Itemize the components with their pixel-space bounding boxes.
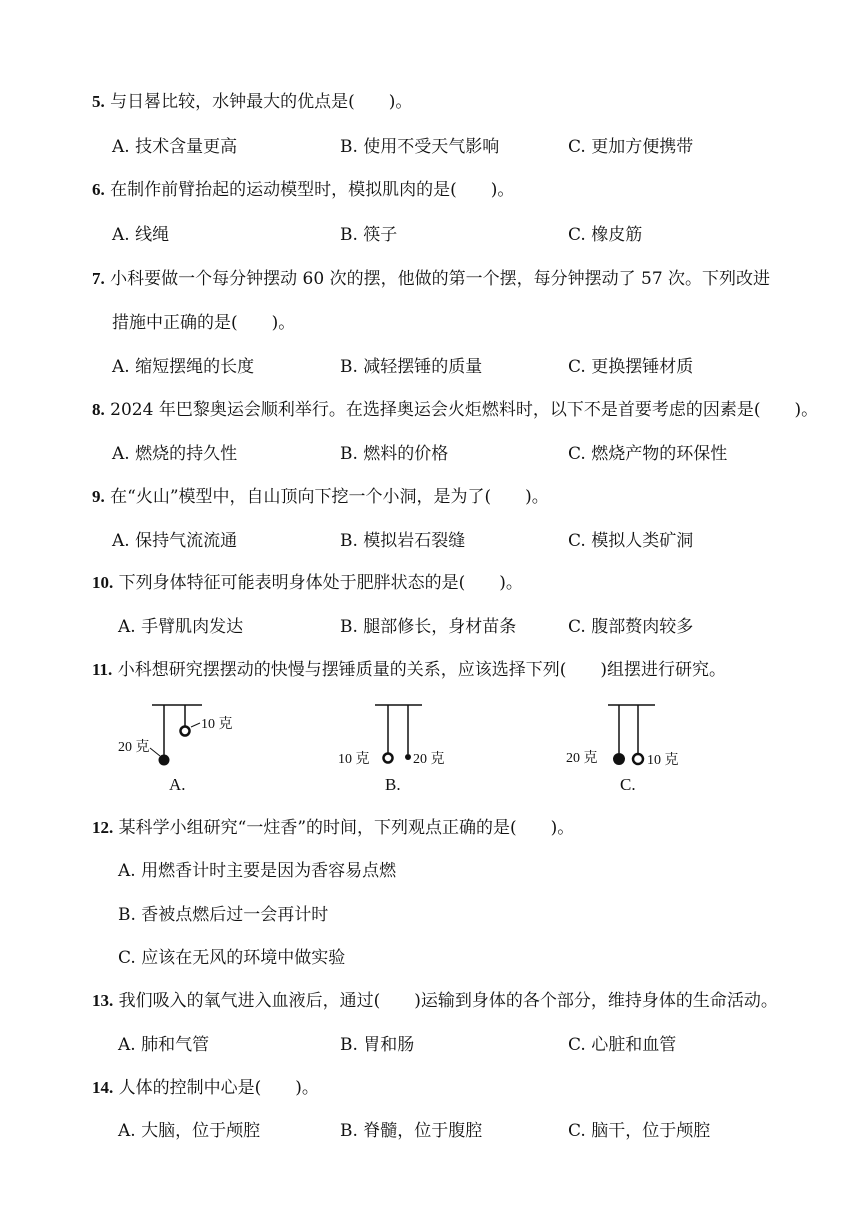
question-number: 10. xyxy=(92,573,114,592)
option-b: B. 使用不受天气影响 xyxy=(340,137,500,157)
option-b: B. 脊髓，位于腹腔 xyxy=(340,1121,483,1141)
question-7 xyxy=(92,268,770,290)
question-text: 我们吸入的氧气进入血液后，通过( )运输到身体的各个部分，维持身体的生命活动。 xyxy=(118,991,778,1011)
question-6 xyxy=(92,179,514,201)
option-a: A. 技术含量更高 xyxy=(112,137,238,157)
option-b: B. 腿部修长，身材苗条 xyxy=(340,617,517,637)
option-a: A. 用燃香计时主要是因为香容易点燃 xyxy=(118,861,397,881)
option-c: C. 应该在无风的环境中做实验 xyxy=(118,948,346,968)
question-number: 6. xyxy=(92,180,105,199)
question-14 xyxy=(92,1077,319,1099)
option-c: C. 心脏和血管 xyxy=(568,1035,677,1055)
question-number: 5. xyxy=(92,92,105,111)
mass-label: 20 克 xyxy=(413,752,445,767)
pendulum-bob-heavy xyxy=(613,753,625,765)
question-8 xyxy=(92,399,818,421)
mass-label: 10 克 xyxy=(338,752,370,767)
question-text: 在制作前臂抬起的运动模型时，模拟肌肉的是( )。 xyxy=(110,180,515,200)
question-11 xyxy=(92,659,726,681)
option-b: B. 减轻摆锤的质量 xyxy=(340,357,483,377)
option-a: A. 肺和气管 xyxy=(118,1035,210,1055)
option-a: A. 手臂肌肉发达 xyxy=(118,617,244,637)
figure-label: B. xyxy=(385,775,401,794)
option-c: C. 脑干，位于颅腔 xyxy=(568,1121,711,1141)
pendulum-bob-small xyxy=(405,754,411,760)
question-12 xyxy=(92,817,574,839)
option-c: C. 更加方便携带 xyxy=(568,137,694,157)
question-number: 7. xyxy=(92,269,105,288)
figure-label: C. xyxy=(620,775,636,794)
question-10 xyxy=(92,572,523,594)
question-text: 小科想研究摆摆动的快慢与摆锤质量的关系，应该选择下列( )组摆进行研究。 xyxy=(117,660,726,680)
option-b: B. 燃料的价格 xyxy=(340,444,449,464)
option-a: A. 大脑，位于颅腔 xyxy=(118,1121,261,1141)
option-a: A. 缩短摆绳的长度 xyxy=(112,357,255,377)
pendulum-bob-light xyxy=(633,754,643,764)
option-c: C. 橡皮筋 xyxy=(568,225,643,245)
pendulum-figure-b xyxy=(330,700,470,800)
question-7-continued: 措施中正确的是( )。 xyxy=(112,313,296,333)
option-c: C. 更换摆锤材质 xyxy=(568,357,694,377)
question-text: 2024 年巴黎奥运会顺利举行。在选择奥运会火炬燃料时，以下不是首要考虑的因素是( )。 xyxy=(110,400,819,420)
option-c: C. 腹部赘肉较多 xyxy=(568,617,694,637)
question-text: 与日晷比较，水钟最大的优点是( )。 xyxy=(110,92,413,112)
question-text: 小科要做一个每分钟摆动 60 次的摆，他做的第一个摆，每分钟摆动了 57 次。下列改进 xyxy=(110,269,771,289)
mass-label: 20 克 xyxy=(566,751,598,766)
mass-label: 20 克 xyxy=(118,740,150,755)
leader-line xyxy=(191,723,200,727)
option-a: A. 线绳 xyxy=(112,225,170,245)
leader-line xyxy=(150,748,160,756)
pendulum-bob-light xyxy=(181,727,190,736)
pendulum-bob-light xyxy=(384,754,393,763)
question-number: 12. xyxy=(92,818,114,837)
option-b: B. 香被点燃后过一会再计时 xyxy=(118,905,329,925)
option-a: A. 保持气流流通 xyxy=(112,531,238,551)
option-c: C. 燃烧产物的环保性 xyxy=(568,444,728,464)
option-b: B. 胃和肠 xyxy=(340,1035,415,1055)
pendulum-bob-heavy xyxy=(159,755,170,766)
question-number: 9. xyxy=(92,487,105,506)
question-13 xyxy=(92,990,778,1012)
question-5 xyxy=(92,91,412,113)
question-number: 14. xyxy=(92,1078,114,1097)
option-a: A. 燃烧的持久性 xyxy=(112,444,238,464)
question-text: 下列身体特征可能表明身体处于肥胖状态的是( )。 xyxy=(118,573,523,593)
figure-label: A. xyxy=(169,775,186,794)
mass-label: 10 克 xyxy=(647,753,679,768)
option-b: B. 筷子 xyxy=(340,225,398,245)
pendulum-figure-c xyxy=(560,700,700,800)
pendulum-figure-a xyxy=(112,700,252,800)
question-text: 在“火山”模型中，自山顶向下挖一个小洞，是为了( )。 xyxy=(110,487,549,507)
option-c: C. 模拟人类矿洞 xyxy=(568,531,694,551)
question-number: 13. xyxy=(92,991,114,1010)
question-number: 8. xyxy=(92,400,105,419)
question-9 xyxy=(92,486,549,508)
question-number: 11. xyxy=(92,660,113,679)
question-text: 某科学小组研究“一炷香”的时间，下列观点正确的是( )。 xyxy=(118,818,575,838)
mass-label: 10 克 xyxy=(201,717,233,732)
question-text: 人体的控制中心是( )。 xyxy=(118,1078,319,1098)
option-b: B. 模拟岩石裂缝 xyxy=(340,531,466,551)
